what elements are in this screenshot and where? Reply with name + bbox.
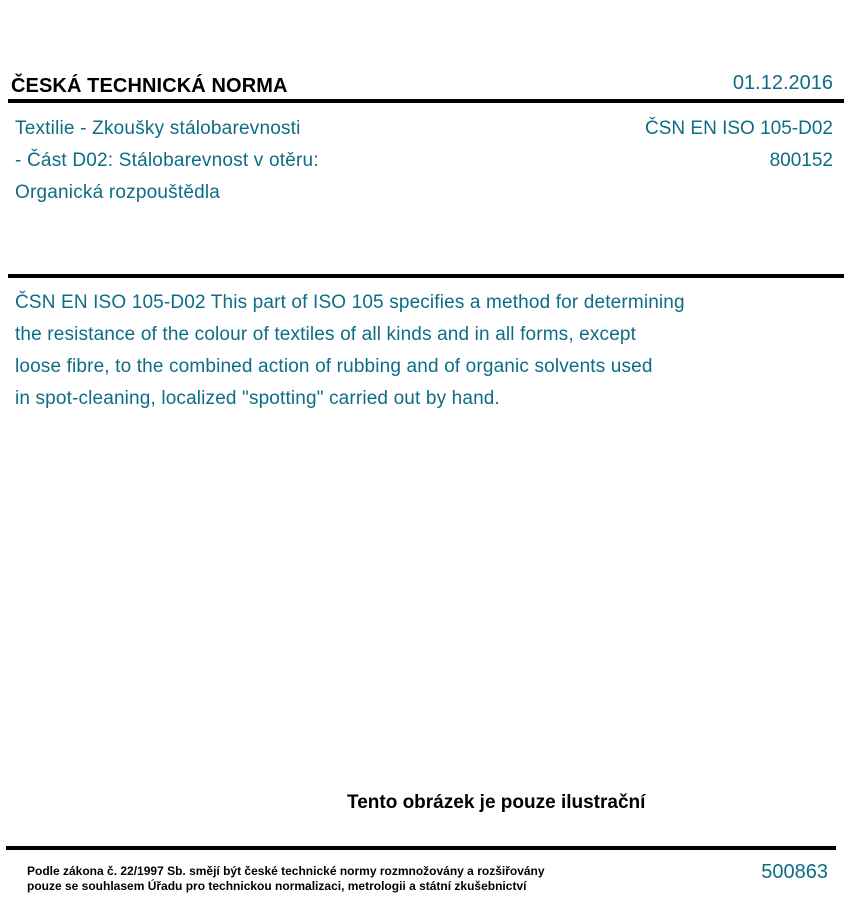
section-divider (8, 274, 844, 278)
copyright-notice-line-2: pouze se souhlasem Úřadu pro technickou normalizaci, metrologii a státní zkušebnictví (27, 879, 527, 893)
abstract-line-2: the resistance of the colour of textiles of all kinds and in all forms, except (15, 324, 637, 345)
abstract-line-1: ČSN EN ISO 105-D02 This part of ISO 105 specifies a method for determining (15, 292, 685, 313)
header-divider (8, 99, 844, 103)
footer-divider (6, 846, 836, 850)
standard-code: ČSN EN ISO 105-D02 (645, 118, 833, 139)
copyright-notice-line-1: Podle zákona č. 22/1997 Sb. smějí být české technické normy rozmnožovány a rozšiřovány (27, 864, 545, 878)
illustration-notice: Tento obrázek je pouze ilustrační (347, 792, 646, 813)
standard-title-line-2: - Část D02: Stálobarevnost v otěru: (15, 150, 319, 171)
document-number: 500863 (761, 861, 828, 883)
standard-title-line-3: Organická rozpouštědla (15, 182, 221, 203)
class-number: 800152 (769, 150, 833, 171)
abstract-line-4: in spot-cleaning, localized "spotting" carried out by hand. (15, 388, 500, 409)
page-title: ČESKÁ TECHNICKÁ NORMA (11, 75, 288, 97)
abstract-line-3: loose fibre, to the combined action of rubbing and of organic solvents used (15, 356, 653, 377)
standard-title-line-1: Textilie - Zkoušky stálobarevnosti (15, 118, 301, 139)
issue-date: 01.12.2016 (732, 72, 833, 94)
